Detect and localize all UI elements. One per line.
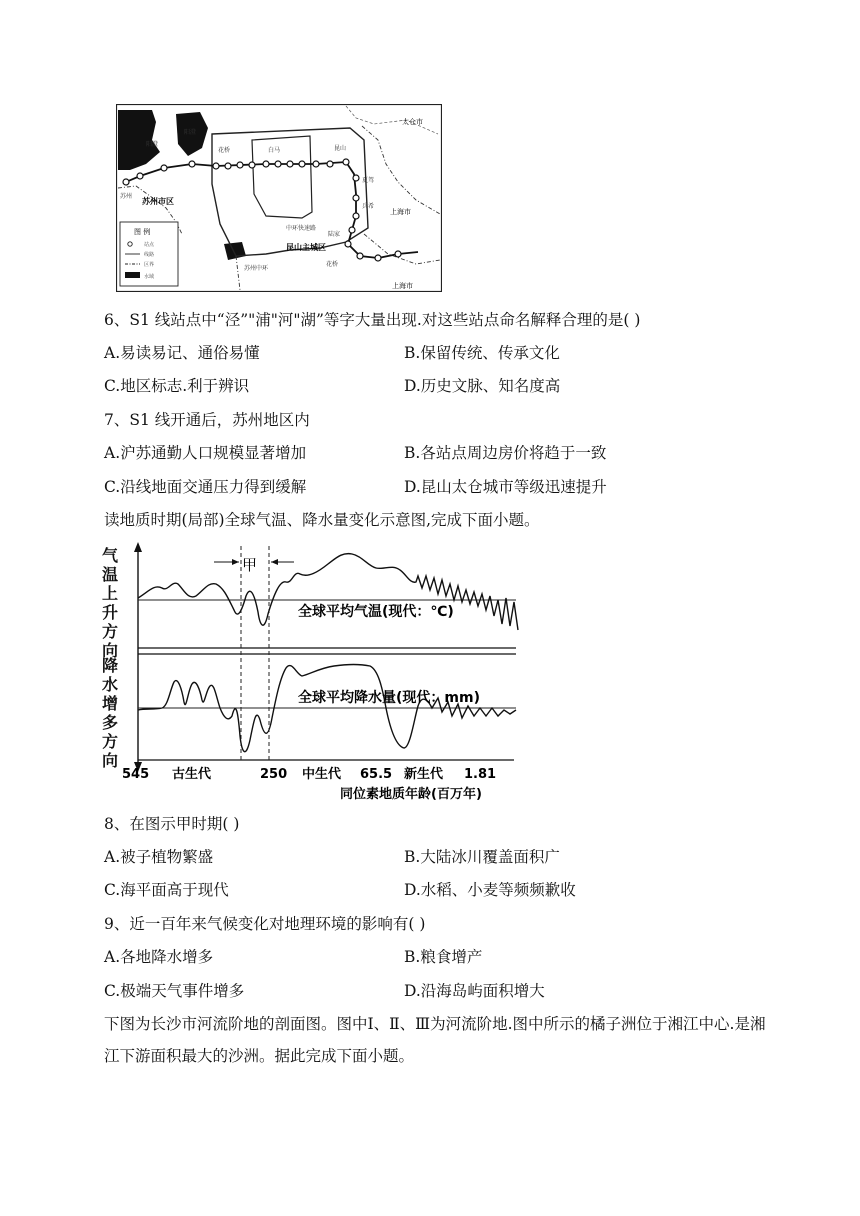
svg-text:站点: 站点	[144, 242, 155, 248]
x-tick-250: 250	[260, 767, 288, 782]
precip-axis-label: 降水增多方向	[102, 656, 119, 770]
precip-ref-label: 全球平均降水量(现代：mm)	[298, 690, 480, 706]
climate-chart-svg	[96, 540, 526, 802]
legend-title: 图 例	[134, 228, 151, 236]
question-6-option-b[interactable]: B.保留传统、传承文化	[404, 344, 560, 362]
question-6-stem: 6、S1 线站点中“泾”"浦"河"湖”等字大量出现.对这些站点命名解释合理的是( )	[104, 311, 641, 329]
svg-text:花桥: 花桥	[326, 261, 339, 268]
question-9-option-c[interactable]: C.极端天气事件增多	[104, 982, 245, 1000]
map-label-taicang: 太仓市	[402, 118, 423, 126]
question-7-option-b[interactable]: B.各站点周边房价将趋于一致	[404, 444, 607, 462]
metro-map-figure	[116, 104, 442, 292]
svg-text:阳澄: 阳澄	[184, 129, 197, 136]
x-tick-paleozoic: 古生代	[172, 767, 212, 782]
question-6-option-d[interactable]: D.历史文脉、知名度高	[404, 377, 561, 395]
climate-chart	[96, 540, 526, 802]
question-6-option-a[interactable]: A.易读易记、通俗易懂	[104, 344, 260, 362]
x-tick-65-5: 65.5	[360, 767, 393, 782]
svg-text:花桥: 花桥	[218, 147, 231, 154]
map-label-suzhou: 苏州市区	[142, 197, 174, 206]
chart-intro: 读地质时期(局部)全球气温、降水量变化示意图,完成下面小题。	[104, 511, 540, 529]
x-tick-mesozoic: 中生代	[302, 767, 342, 782]
river-terrace-intro: 下图为长沙市河流阶地的剖面图。图中Ⅰ、Ⅱ、Ⅲ为河流阶地.图中所示的橘子洲位于湘江中心.是湘江下游面积最大的沙洲。据此完成下面小题。	[104, 1015, 766, 1065]
x-axis-title: 同位素地质年龄(百万年)	[340, 787, 482, 802]
question-6-option-c[interactable]: C.地区标志.利于辨识	[104, 377, 250, 395]
x-tick-cenozoic: 新生代	[404, 767, 444, 782]
question-9-option-b[interactable]: B.粮食增产	[404, 948, 483, 966]
map-label-shanghai: 上海市	[390, 208, 411, 216]
x-tick-1-81: 1.81	[464, 767, 497, 782]
question-7-option-a[interactable]: A.沪苏通勤人口规模显著增加	[104, 444, 307, 462]
question-9-option-d[interactable]: D.沿海岛屿面积增大	[404, 982, 545, 1000]
svg-text:苏州中环: 苏州中环	[244, 265, 269, 272]
question-8-stem: 8、在图示甲时期( )	[104, 815, 240, 833]
svg-text:苏州: 苏州	[120, 193, 133, 200]
svg-text:水域: 水域	[144, 274, 155, 280]
question-7-stem: 7、S1 线开通后，苏州地区内	[104, 411, 310, 429]
jia-label: 甲	[242, 556, 258, 574]
svg-text:线路: 线路	[144, 252, 155, 258]
temp-axis-label: 气温上升方向	[102, 546, 119, 660]
metro-map-svg	[116, 104, 442, 292]
svg-text:夏驾: 夏驾	[362, 177, 375, 184]
question-9-stem: 9、近一百年来气候变化对地理环境的影响有( )	[104, 915, 426, 933]
svg-text:区界: 区界	[144, 262, 155, 268]
map-label-kunshan: 昆山主城区	[286, 243, 326, 252]
x-tick-545: 545	[122, 767, 150, 782]
svg-text:白马: 白马	[268, 147, 281, 154]
question-8-option-b[interactable]: B.大陆冰川覆盖面积广	[404, 848, 560, 866]
svg-text:昆山: 昆山	[334, 145, 347, 152]
svg-text:陆家: 陆家	[328, 231, 341, 238]
map-label-shanghai-2: 上海市	[392, 282, 413, 290]
question-8-option-c[interactable]: C.海平面高于现代	[104, 881, 229, 899]
svg-text:兵希: 兵希	[362, 203, 375, 210]
question-9-option-a[interactable]: A.各地降水增多	[104, 948, 214, 966]
question-7-option-d[interactable]: D.昆山太仓城市等级迅速提升	[404, 478, 607, 496]
question-8-option-d[interactable]: D.水稻、小麦等频频歉收	[404, 881, 576, 899]
svg-text:阳澄: 阳澄	[146, 141, 159, 148]
svg-text:中环快速路: 中环快速路	[286, 225, 317, 232]
question-7-option-c[interactable]: C.沿线地面交通压力得到缓解	[104, 478, 307, 496]
question-8-option-a[interactable]: A.被子植物繁盛	[104, 848, 214, 866]
temp-ref-label: 全球平均气温(现代：℃)	[298, 604, 454, 620]
